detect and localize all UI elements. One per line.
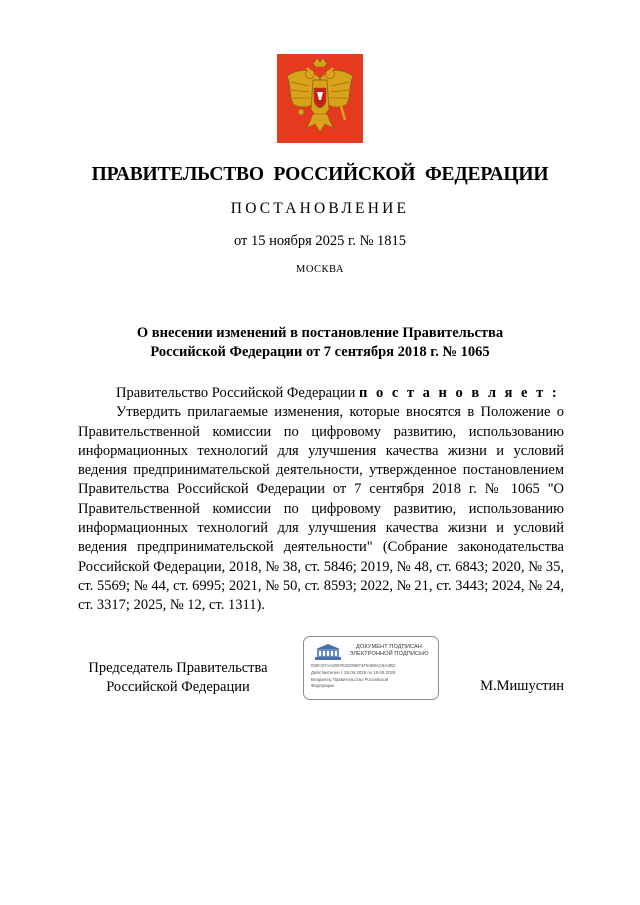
government-title: ПРАВИТЕЛЬСТВО РОССИЙСКОЙ ФЕДЕРАЦИИ — [91, 164, 549, 185]
stamp-title — [344, 644, 434, 658]
stamp-owner-line-2: Федерации — [311, 682, 334, 688]
document-body — [78, 384, 564, 616]
double-headed-eagle-icon — [277, 54, 363, 143]
coat-of-arms-emblem — [277, 54, 363, 143]
electronic-signature-stamp — [303, 636, 439, 700]
signatory-position-line-1: Председатель Правительства — [88, 660, 268, 676]
stamp-owner-line-1: Владелец Правительство Российской — [311, 677, 389, 682]
stamp-title-line-2: ЭЛЕКТРОННОЙ ПОДПИСЬЮ — [349, 651, 429, 657]
signatory-position — [78, 659, 278, 697]
document-date-number: от 15 ноября 2025 г. № 1815 — [233, 233, 407, 249]
document-subject — [80, 324, 560, 362]
decree-intro-text: Правительство Российской Федерации — [116, 385, 359, 401]
document-type: ПОСТАНОВЛЕНИЕ — [230, 200, 410, 217]
signatory-position-line-2: Российской Федерации — [106, 679, 250, 695]
subject-line-1: О внесении изменений в постановление Правительства — [136, 325, 504, 341]
subject-line-2: Российской Федерации от 7 сентября 2018 г. № 1065 — [150, 344, 490, 360]
stamp-certificate: 008C87AA2097E2D00EF4F8489AC8A3BC — [311, 663, 396, 668]
signatory-name: М.Мишустин — [480, 678, 564, 694]
document-city: МОСКВА — [296, 264, 344, 275]
decree-paragraph: Утвердить прилагаемые изменения, которые вносятся в Положение о Правительственной комиссии по цифровому развитию, использованию информационных технологий для улучшения качества жизни и условий ведения предпринимательской деятельности, утвержденное постановлением Правительства Российской Федерации от 7 сентября 2018 г. № 1065 "О Правительственной комиссии по цифровому развитию, использованию информационных технологий для улучшения качества жизни и условий ведения предпринимательской деятельности" (Собрание законодательства Российской Федерации, 2018, № 38, ст. 5846; 2019, № 48, ст. 6843; 2020, № 35, ст. 5569; № 44, ст. 6995; 2021, № 50, ст. 8593; 2022, № 21, ст. 3443; 2024, № 24, ст. 3317; 2025, № 12, ст. 1311). — [78, 404, 564, 614]
decree-intro — [78, 384, 564, 403]
decree-verb: п о с т а н о в л я е т : — [358, 385, 560, 401]
stamp-title-line-1: ДОКУМЕНТ ПОДПИСАН — [356, 644, 422, 650]
stamp-validity: Действителен с 26.06.2025 по 19.09.2026 — [311, 670, 396, 675]
government-building-icon — [314, 643, 342, 661]
